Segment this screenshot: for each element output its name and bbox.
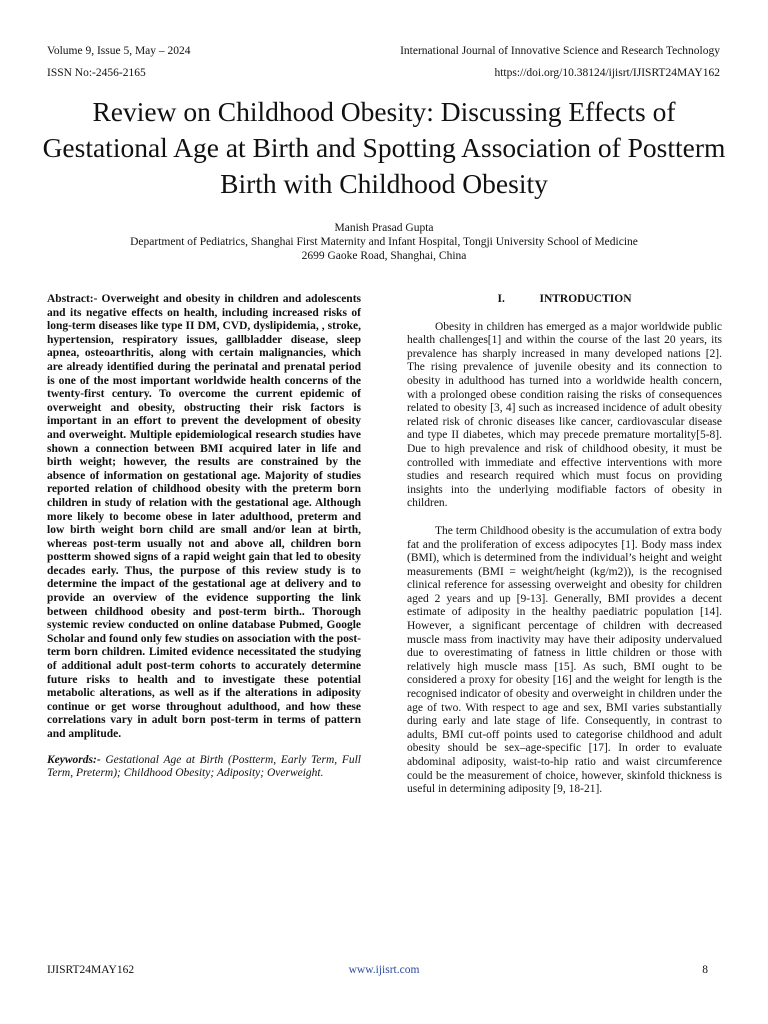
keywords <box>47 754 361 781</box>
section-heading <box>407 293 722 307</box>
journal-volume-issue: Volume 9, Issue 5, May – 2024 <box>47 45 191 57</box>
author-address: 2699 Gaoke Road, Shanghai, China <box>301 250 467 262</box>
author-affiliation: Department of Pediatrics, Shanghai First Maternity and Infant Hospital, Tongji University School of Medicine <box>130 236 638 248</box>
section-number: I. <box>497 293 505 305</box>
keywords-label: Keywords:- <box>47 753 101 766</box>
footer-paper-id: IJISRT24MAY162 <box>47 964 135 976</box>
intro-paragraph-1: Obesity in children has emerged as a major worldwide public health challenges[1] and within the course of the last 20 years, its prevalence has sharply increased in many developed nations [2]. The rising prevalence of juvenile obesity and its connection to obesity in adulthood has turned into a worldwide health concern, with a prolonged obese condition raising the risks of consequences related to obesity [3, 4] such as increased incidence of adult obesity related risk of chronic diseases like cancer, cardiovascular disease and type II diabetes, which may precede premature mortality[5-8]. Due to high prevalence and risk of childhood obesity, it must be controlled with immediate and effective interventions with more studies and research required which must focus on providing insights into the underlying modifiable factors of obesity in children. <box>407 320 722 510</box>
section-title: INTRODUCTION <box>539 293 632 305</box>
abstract: Abstract:- Overweight and obesity in children and adolescents and its negative effects on health, including increased risks of long-term diseases like type II DM, CVD, dyslipidemia, , stroke, hypertension, respiratory issues, gallbladder disease, sleep apnea, osteoarthritis, along with certain malignancies, which are already identified during the perinatal and prenatal period is one of the most important worldwide health concerns of the twenty-first century. To overcome the current epidemic of overweight and obesity, obstructing their risk factors is important in an effort to prevent the development of obesity and overweight. Multiple epidemiological research studies have shown a connection between BMI acquired later in life and birth weight; however, the results are constrained by the absence of information on gestational age. Majority of studies reported relation of childhood obesity with the preterm born children in study of relation with the gestational age. Although more likely to become obese in later adulthood, preterm and low birth weight born child are small and/or lean at birth, whereas post-term usually not and above all, children born postterm showed signs of a rapid weight gain that led to obesity decades early. Thus, the purpose of this review study is to determine the impact of the gestational age at delivery and to provide an overview of the evidence supporting the link between childhood obesity and post-term birth.. Thorough systemic review conducted on online database Pubmed, Google Scholar and found only few studies on association with the post-term born children. Limited evidence necessitated the studying of additional adult post-term cohorts to accurately determine future risks to health and to investigate these potential metabolic alterations, as well as if the alterations in adiposity continue or get worse throughout adulthood, and how these correlations vary in adult born post-term in terms of pattern and amplitude. <box>47 293 361 740</box>
keywords-text: Gestational Age at Birth (Postterm, Early Term, Full Term, Preterm); Childhood Obesity; Adiposity; Overweight. <box>47 753 361 780</box>
doi-link[interactable]: https://doi.org/10.38124/ijisrt/IJISRT24MAY162 <box>494 67 720 79</box>
journal-issn: ISSN No:-2456-2165 <box>47 67 146 79</box>
right-column <box>407 293 722 797</box>
author-name: Manish Prasad Gupta <box>334 222 434 234</box>
page-number: 8 <box>702 964 708 976</box>
journal-name: International Journal of Innovative Science and Research Technology <box>400 45 720 57</box>
left-column <box>47 293 361 781</box>
paper-title: Review on Childhood Obesity: Discussing Effects of Gestational Age at Birth and Spotting Association of Postterm Birth with Childhood Obesity <box>42 96 726 199</box>
intro-paragraph-2: The term Childhood obesity is the accumulation of extra body fat and the proliferation of excess adipocytes [1]. Body mass index (BMI), which is determined from the individual’s height and weight measurements (BMI = weight/height (kg/m2)), is the recognised clinical reference for assessing overweight and obesity for children aged 2 years and up [9-13]. Generally, BMI provides a decent estimate of adiposity in the healthy paediatric population [14]. However, a significant percentage of children with decreased muscle mass from inactivity may have their adiposity undervalued due to overestimating of fatness in little children or those with relatively high muscle mass [15]. As such, BMI ought to be considered a proxy for obesity [16] and the weight for length is the recognised indicator of obesity and overweight in children under the age of two. With respect to age and sex, BMI varies substantially during early and late stage of life. Consequently, in contrast to adults, BMI cut-off points used to categorise childhood and adult obesity should be sex–age-specific [17]. In order to evaluate abdominal adiposity, waist-to-hip ratio and waist circumference could be the measurement of choice, however, skinfold thickness is useful in determining adiposity [9, 18-21]. <box>407 524 722 796</box>
footer-website-link[interactable]: www.ijisrt.com <box>348 964 420 976</box>
